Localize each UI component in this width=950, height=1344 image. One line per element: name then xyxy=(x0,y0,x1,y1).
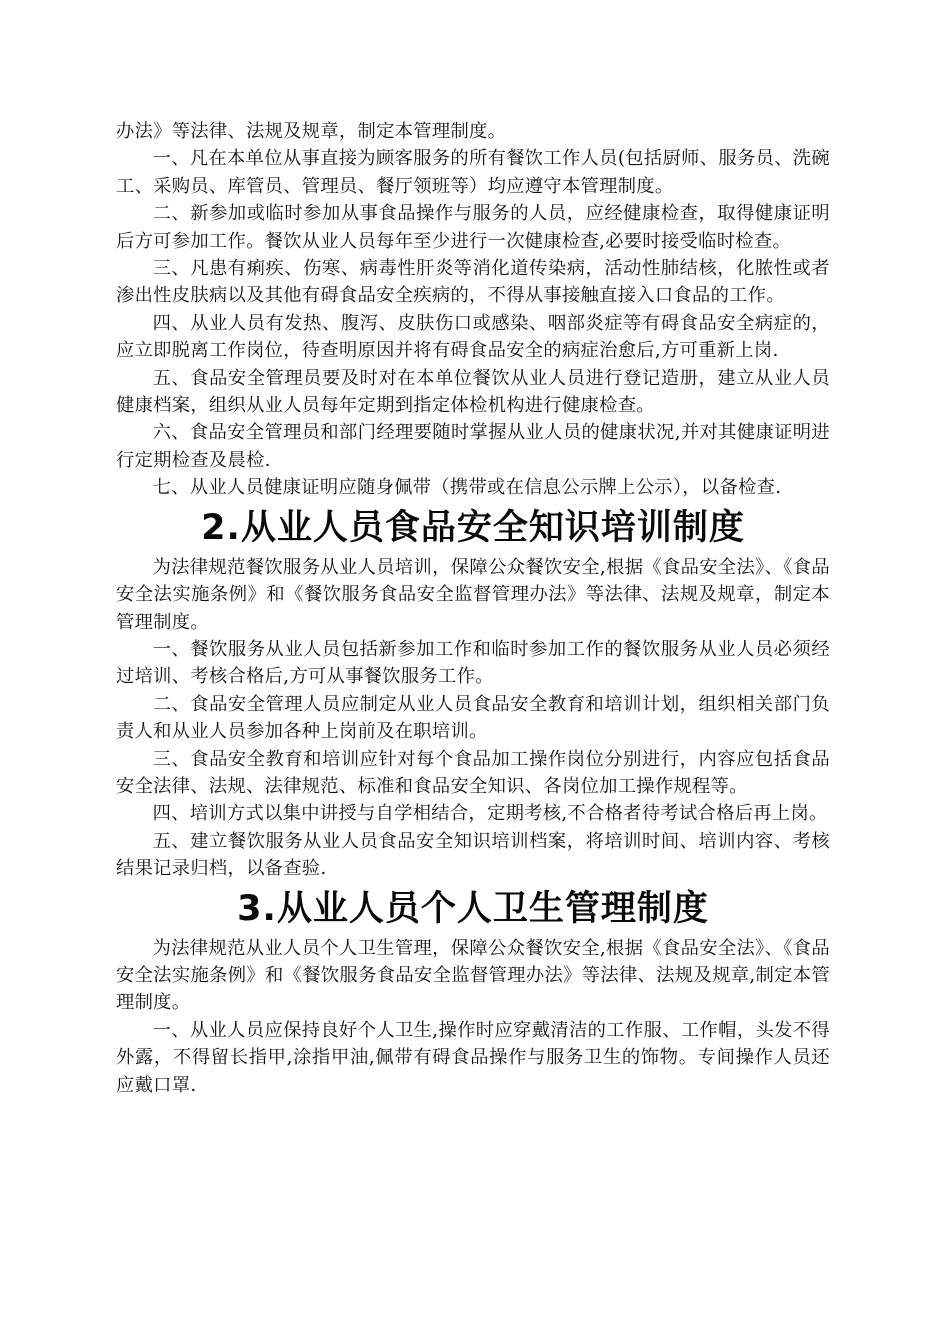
section2-heading: 2.从业人员食品安全知识培训制度 xyxy=(201,507,745,548)
section1-item-4: 四、从业人员有发热、腹泻、皮肤伤口或感染、咽部炎症等有碍食品安全病症的，应立即脱离工作岗位，待查明原因并将有碍食品安全的病症治愈后,方可重新上岗. xyxy=(116,312,830,362)
section3-intro: 为法律规范从业人员个人卫生管理，保障公众餐饮安全,根据《食品安全法》、《食品安全法实施条例》和《餐饮服务食品安全监督管理办法》等法律、法规及规章,制定本管理制度。 xyxy=(116,937,830,1014)
section2-item-5: 五、建立餐饮服务从业人员食品安全知识培训档案，将培训时间、培训内容、考核结果记录归档，以备查验. xyxy=(116,830,830,880)
section1-item-1: 一、凡在本单位从事直接为顾客服务的所有餐饮工作人员(包括厨师、服务员、洗碗工、采购员、库管员、管理员、餐厅领班等）均应遵守本管理制度。 xyxy=(116,148,830,197)
document-page xyxy=(116,118,830,1099)
section1-item-3: 三、凡患有痢疾、伤寒、病毒性肝炎等消化道传染病，活动性肺结核，化脓性或者渗出性皮肤病以及其他有碍食品安全疾病的，不得从事接触直接入口食品的工作。 xyxy=(116,258,830,307)
section2-item-3: 三、食品安全教育和培训应针对每个食品加工操作岗位分别进行，内容应包括食品安全法律、法规、法律规范、标准和食品安全知识、各岗位加工操作规程等。 xyxy=(116,748,830,797)
section2-item-1: 一、餐饮服务从业人员包括新参加工作和临时参加工作的餐饮服务从业人员必须经过培训、考核合格后,方可从事餐饮服务工作。 xyxy=(116,638,830,688)
section3-item-1: 一、从业人员应保持良好个人卫生,操作时应穿戴清洁的工作服、工作帽，头发不得外露，不得留长指甲,涂指甲油,佩带有碍食品操作与服务卫生的饰物。专间操作人员还应戴口罩. xyxy=(116,1019,830,1096)
section1-item-7: 七、从业人员健康证明应随身佩带（携带或在信息公示牌上公示），以备检查. xyxy=(152,477,782,499)
section1-item-2: 二、新参加或临时参加从事食品操作与服务的人员，应经健康检查，取得健康证明后方可参加工作。餐饮从业人员每年至少进行一次健康检查,必要时接受临时检查。 xyxy=(116,203,830,252)
section1-item-5: 五、食品安全管理员要及时对在本单位餐饮从业人员进行登记造册，建立从业人员健康档案，组织从业人员每年定期到指定体检机构进行健康检查。 xyxy=(116,367,830,417)
section2-item-2: 二、食品安全管理人员应制定从业人员食品安全教育和培训计划，组织相关部门负责人和从业人员参加各种上岗前及在职培训。 xyxy=(116,693,830,743)
intro-tail-paragraph: 办法》等法律、法规及规章，制定本管理制度。 xyxy=(116,121,507,142)
section2-item-4: 四、培训方式以集中讲授与自学相结合，定期考核,不合格者待考试合格后再上岗。 xyxy=(152,803,828,825)
section1-item-6: 六、食品安全管理员和部门经理要随时掌握从业人员的健康状况,并对其健康证明进行定期检查及晨检. xyxy=(116,422,830,471)
section2-intro: 为法律规范餐饮服务从业人员培训，保障公众餐饮安全,根据《食品安全法》、《食品安全法实施条例》和《餐饮服务食品安全监督管理办法》等法律、法规及规章，制定本管理制度。 xyxy=(116,556,830,633)
section3-heading: 3.从业人员个人卫生管理制度 xyxy=(237,888,709,929)
